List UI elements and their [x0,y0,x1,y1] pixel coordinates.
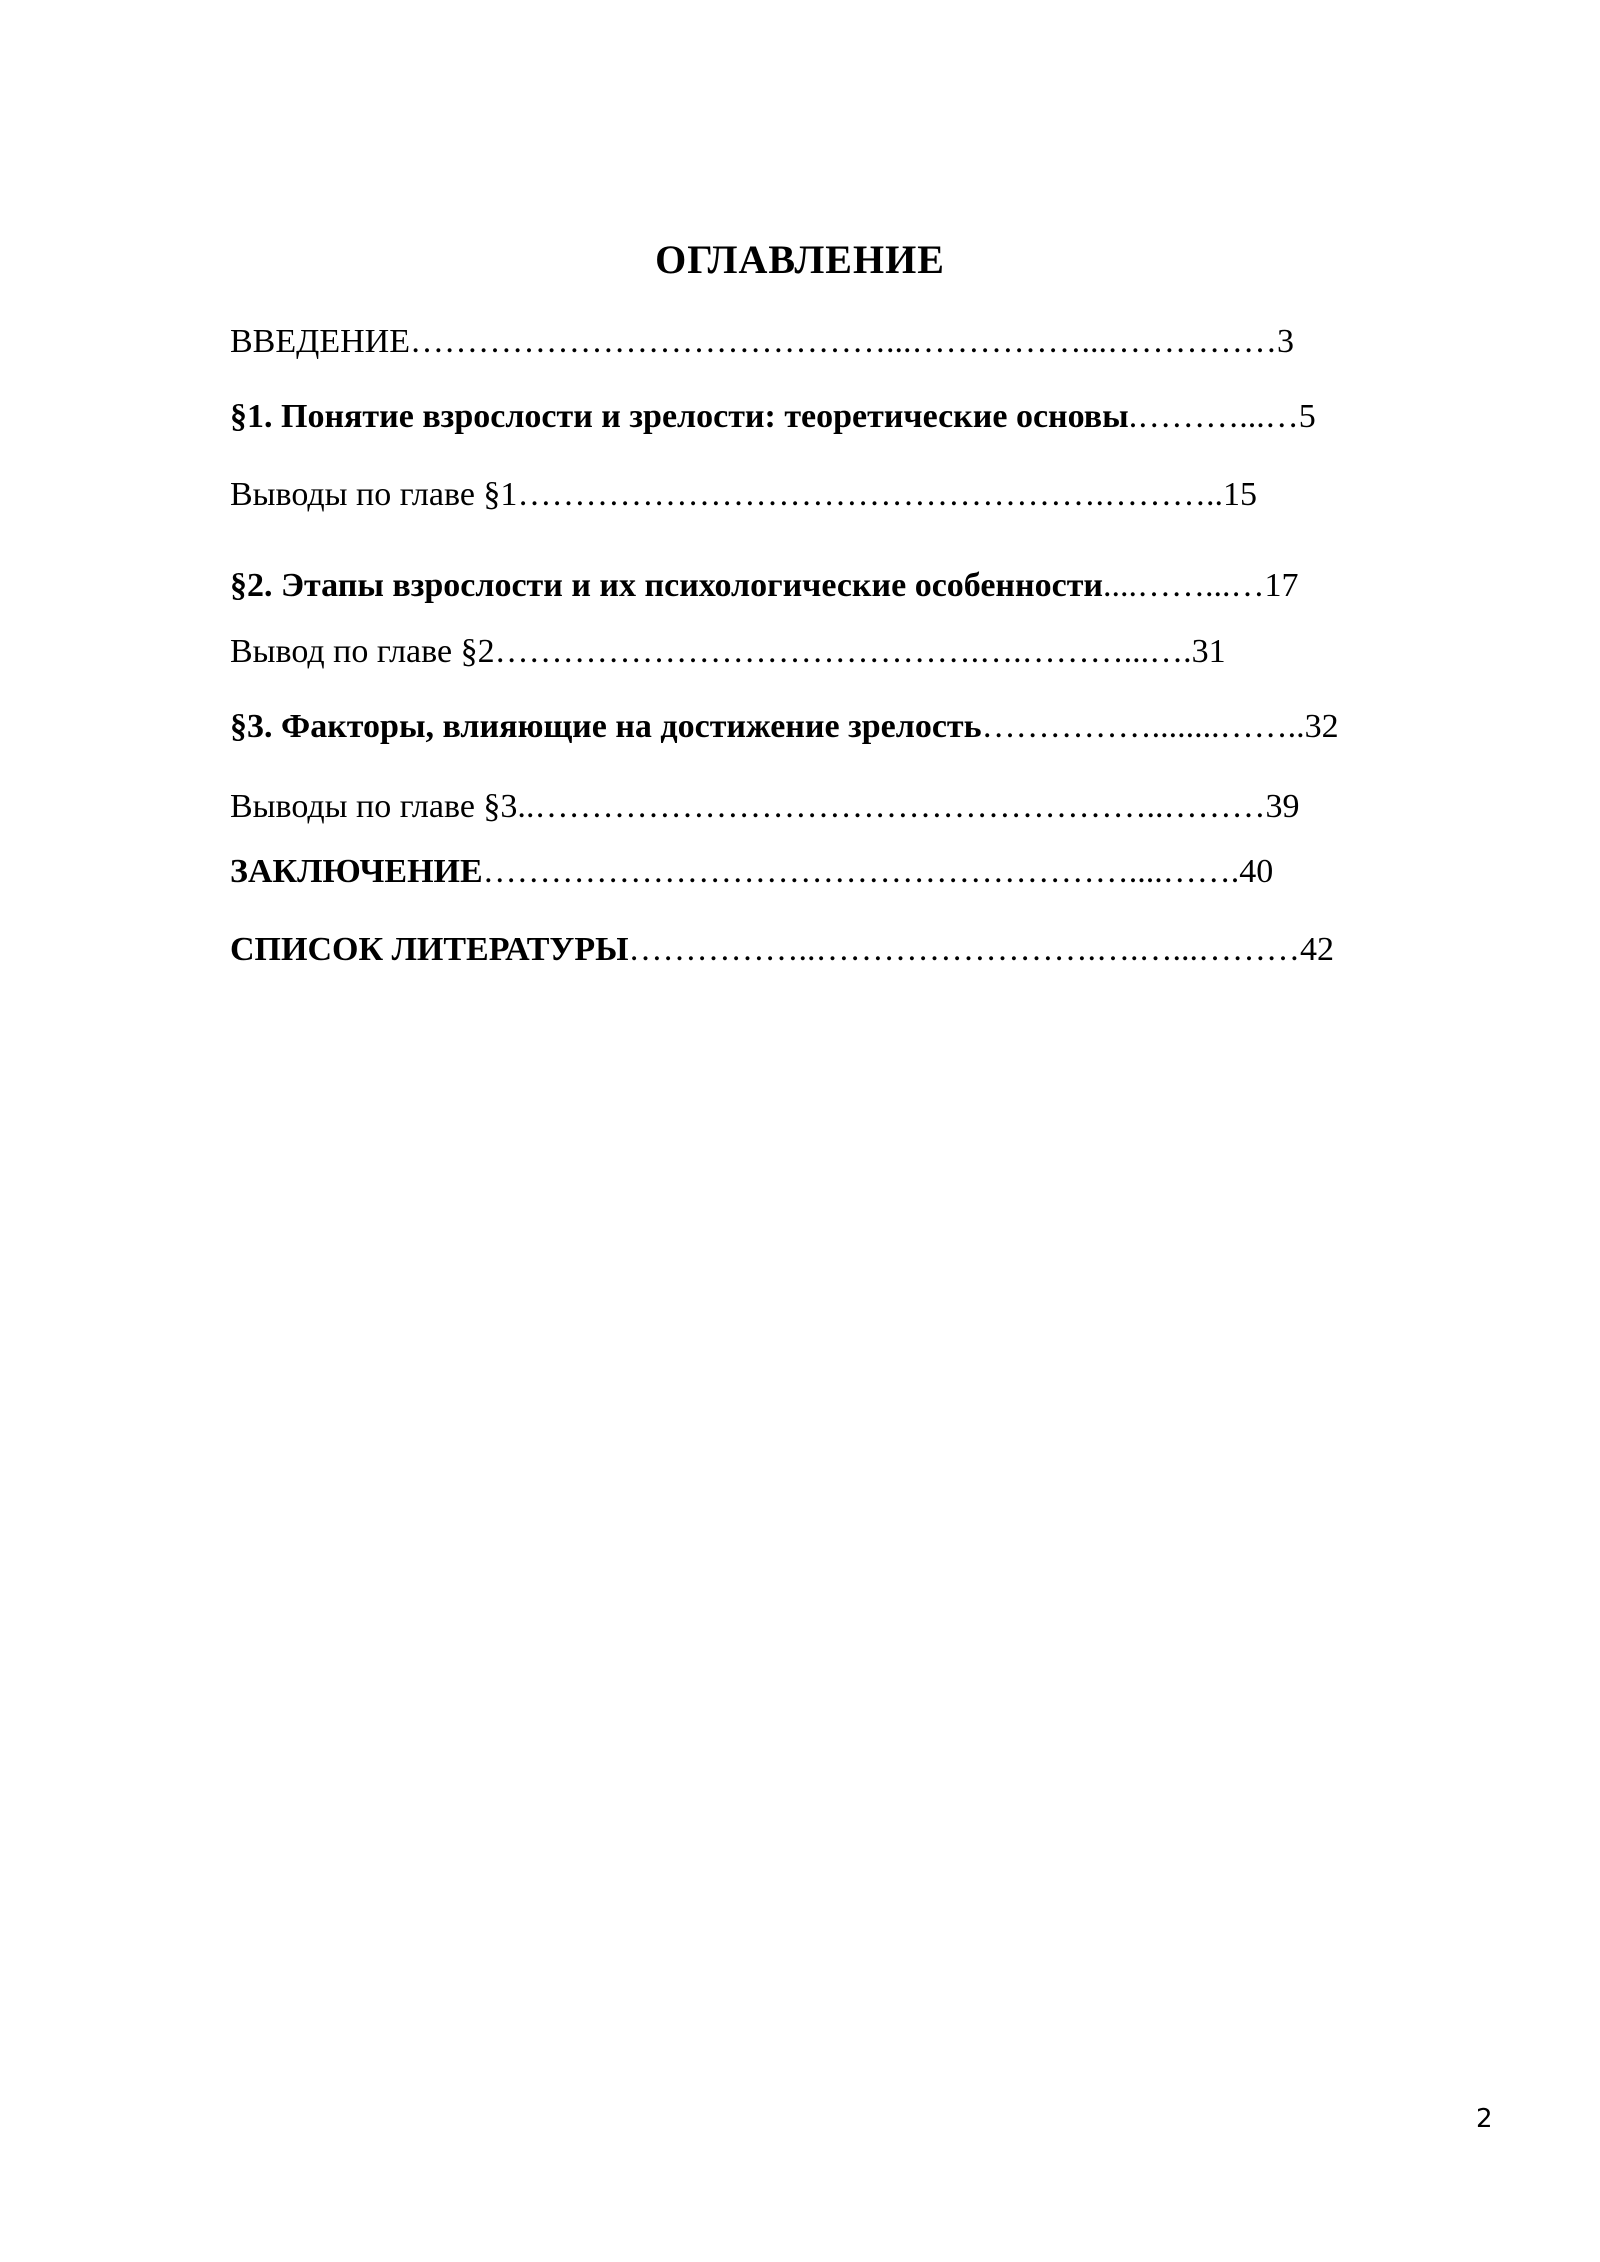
toc-entry-leader: …………………………………………….………..15 [517,476,1257,513]
toc-entry-label: §3. Факторы, влияющие на достижение зрелость [230,708,982,745]
toc-entry-label: §2. Этапы взрослости и их психологические особенности [230,567,1103,604]
page-number: 2 [1476,2104,1493,2134]
toc-entry-leader: ……………........……..32 [981,708,1339,745]
toc-entry-leader: .………………………………………………..………39 [525,788,1300,825]
toc-entry-label: Выводы по главе §3. [230,788,526,825]
toc-entry-label: ЗАКЛЮЧЕНИЕ [230,853,483,890]
toc-entry-leader: …………………………………….….………...….31 [494,633,1226,670]
toc-entry-conclusions-2[interactable] [230,632,1226,671]
toc-title: ОГЛАВЛЕНИЕ [655,237,945,282]
toc-entry-label: §1. Понятие взрослости и зрелости: теоретические основы [230,398,1129,435]
toc-entry-leader: ……………..…………………….….…...………42 [628,931,1335,968]
toc-entry-chapter-3[interactable] [230,707,1339,746]
toc-entry-references[interactable] [230,930,1334,969]
toc-entry-leader: .………...…5 [1128,398,1316,435]
toc-entry-chapter-1[interactable] [230,397,1316,436]
toc-entry-label: Выводы по главе §1 [230,476,518,513]
toc-entry-label: Вывод по главе §2 [230,633,495,670]
toc-entry-leader: …………………………………………………....…….40 [482,853,1274,890]
toc-entry-introduction[interactable] [230,322,1294,361]
toc-entry-label: ВВЕДЕНИЕ [230,323,410,360]
toc-entry-conclusions-1[interactable] [230,475,1257,514]
toc-entry-label: СПИСОК ЛИТЕРАТУРЫ [230,931,629,968]
toc-entry-leader: ……………………………………...……………...……………3 [409,323,1294,360]
toc-entry-leader: ....……...…17 [1103,567,1299,604]
toc-entry-chapter-2[interactable] [230,566,1299,605]
toc-entry-conclusions-3[interactable] [230,787,1299,826]
toc-entry-conclusion[interactable] [230,852,1273,891]
